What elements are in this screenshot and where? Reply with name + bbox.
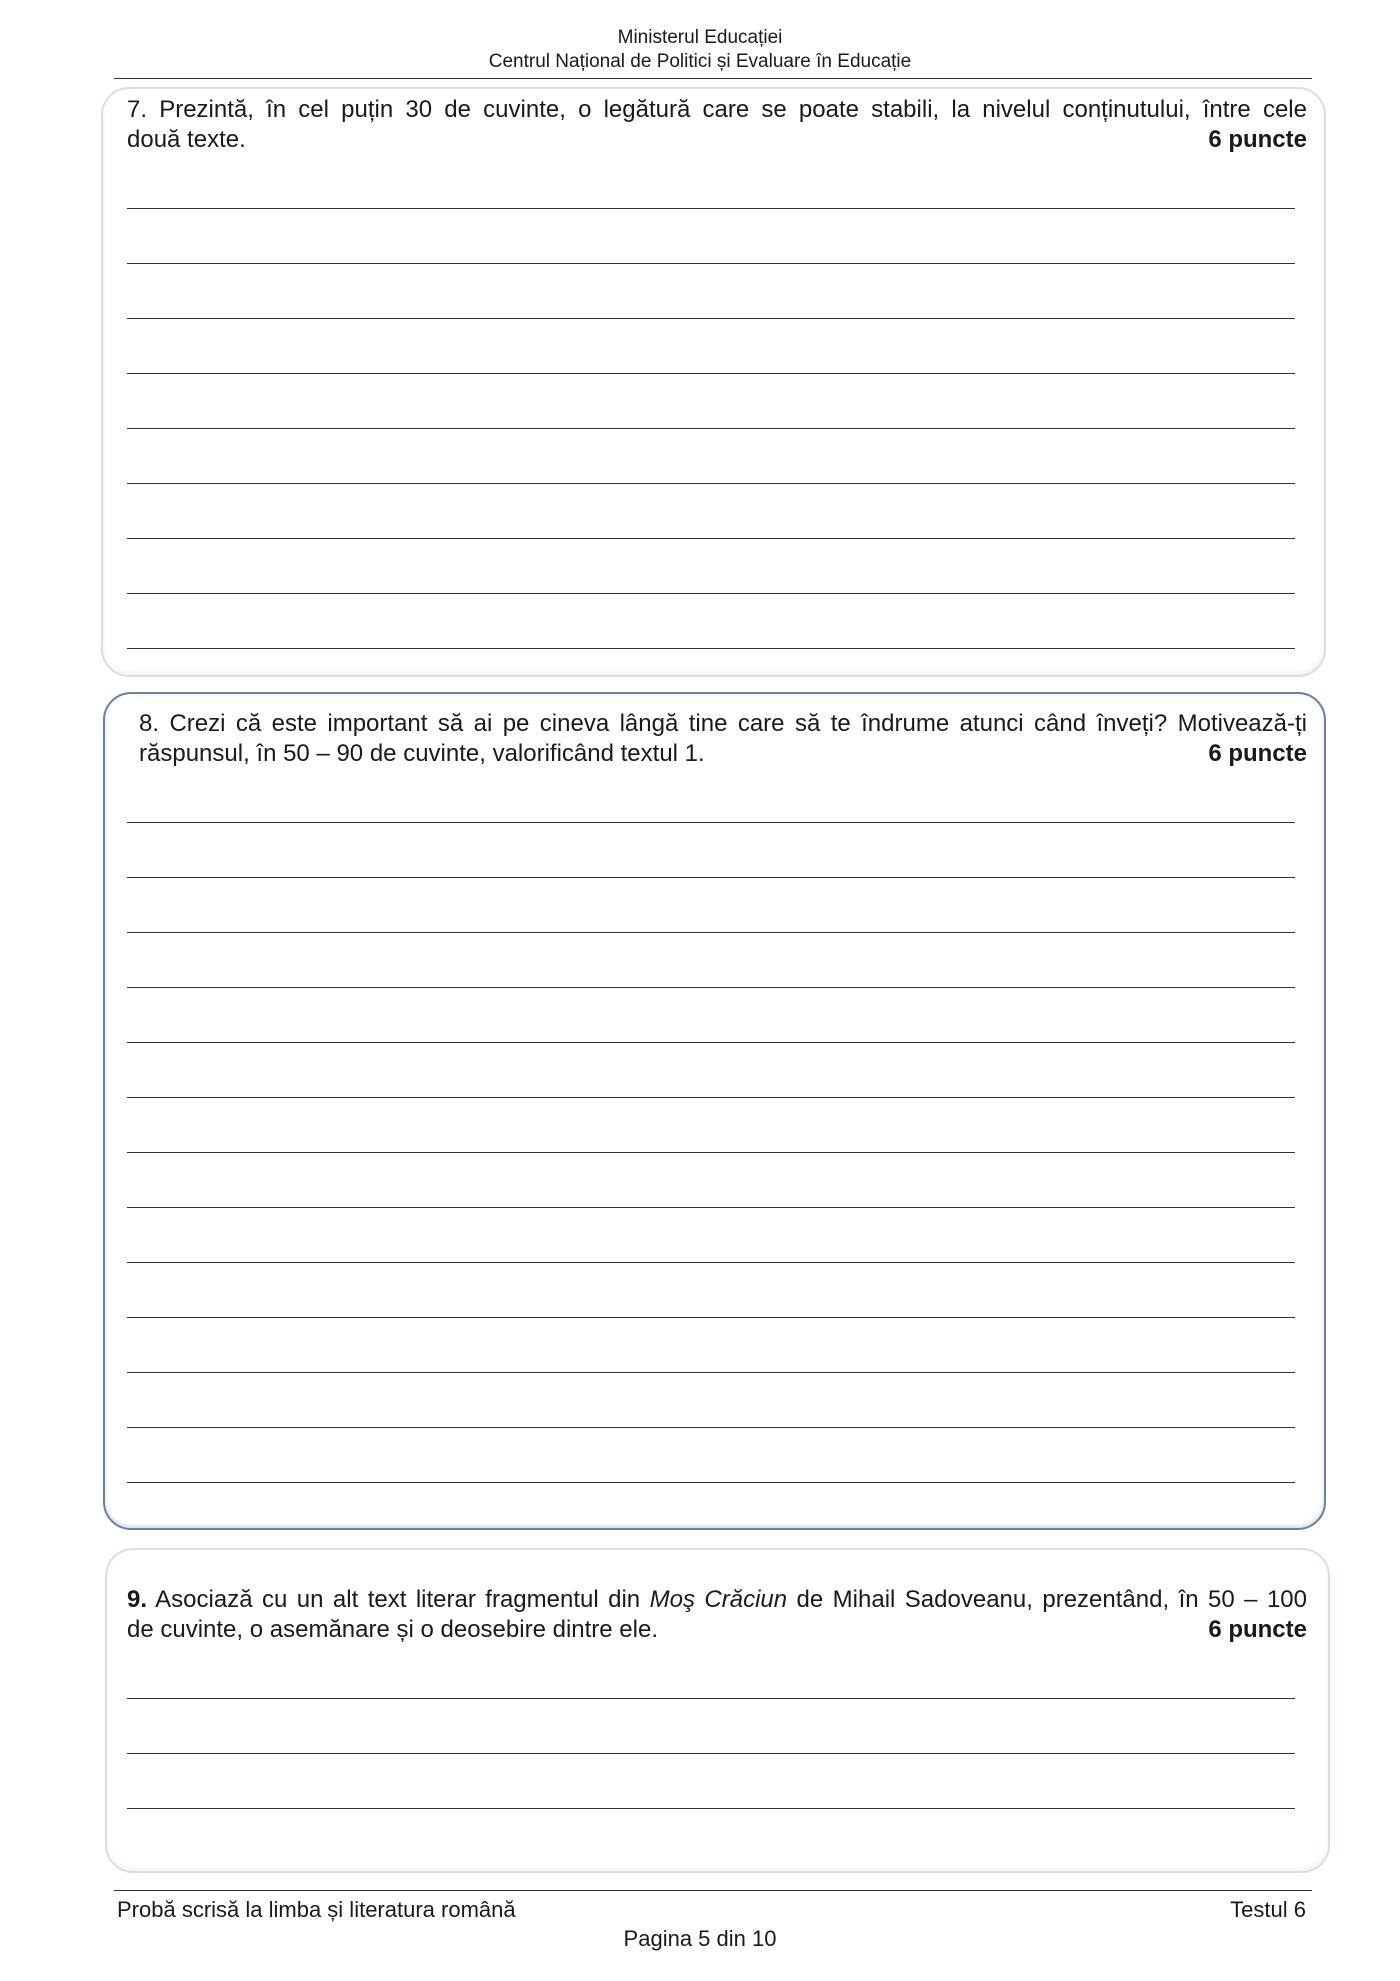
answer-line[interactable]	[127, 1042, 1295, 1043]
answer-line[interactable]	[127, 208, 1295, 209]
question-7-box	[101, 87, 1326, 677]
question-7-prompt-line1: Prezintă, în cel puțin 30 de cuvinte, o legătură care se poate stabili, la nivelul conținutului, între cele	[159, 96, 1307, 123]
question-8-points: 6 puncte	[1208, 740, 1307, 767]
answer-line[interactable]	[127, 1698, 1295, 1699]
answer-line[interactable]	[127, 1427, 1295, 1428]
question-9-prompt-end: de Mihail Sadoveanu, prezentând, în 50 – 100	[787, 1586, 1307, 1613]
page-header	[0, 26, 1400, 74]
answer-line[interactable]	[127, 373, 1295, 374]
question-8-prompt-line2: răspunsul, în 50 – 90 de cuvinte, valorificând textul 1.	[139, 740, 705, 767]
question-9-text	[127, 1585, 1307, 1645]
question-8-text	[139, 709, 1307, 769]
footer-test-number: Testul 6	[1230, 1897, 1306, 1922]
answer-line[interactable]	[127, 987, 1295, 988]
question-7-number: 7.	[127, 96, 148, 123]
answer-line[interactable]	[127, 1808, 1295, 1809]
answer-line[interactable]	[127, 1753, 1295, 1754]
question-8-box	[103, 692, 1326, 1530]
answer-line[interactable]	[127, 932, 1295, 933]
answer-line[interactable]	[127, 1482, 1295, 1483]
answer-line[interactable]	[127, 877, 1295, 878]
footer-exam-title: Probă scrisă la limba și literatura română	[117, 1897, 516, 1922]
answer-line[interactable]	[127, 538, 1295, 539]
answer-line[interactable]	[127, 1152, 1295, 1153]
question-7-points: 6 puncte	[1208, 126, 1307, 153]
question-7-prompt-line2: două texte.	[127, 126, 246, 153]
question-9-prompt-start: Asociază cu un alt text literar fragmentul din	[155, 1586, 650, 1613]
header-center: Centrul Național de Politici și Evaluare în Educație	[488, 51, 912, 72]
question-9-number: 9	[127, 1586, 141, 1613]
answer-line[interactable]	[127, 483, 1295, 484]
footer-divider	[114, 1890, 1312, 1891]
answer-line[interactable]	[127, 1207, 1295, 1208]
question-8-number: 8.	[139, 710, 160, 737]
answer-line[interactable]	[127, 1097, 1295, 1098]
answer-line[interactable]	[127, 428, 1295, 429]
answer-line[interactable]	[127, 263, 1295, 264]
question-9-prompt-line2: de cuvinte, o asemănare și o deosebire dintre ele.	[127, 1616, 658, 1643]
answer-line[interactable]	[127, 648, 1295, 649]
answer-line[interactable]	[127, 593, 1295, 594]
question-9-number-dot: .	[140, 1586, 148, 1613]
header-ministry: Ministerul Educației	[617, 27, 783, 48]
question-7-text	[127, 95, 1307, 155]
page-number: Pagina 5 din 10	[623, 1926, 777, 1951]
question-9-points: 6 puncte	[1208, 1616, 1307, 1643]
answer-line[interactable]	[127, 1262, 1295, 1263]
answer-line[interactable]	[127, 822, 1295, 823]
answer-line[interactable]	[127, 318, 1295, 319]
question-9-work-title: Moş Crăciun	[649, 1586, 788, 1613]
answer-line[interactable]	[127, 1372, 1295, 1373]
header-divider	[114, 78, 1312, 79]
answer-line[interactable]	[127, 1317, 1295, 1318]
question-8-prompt-line1: Crezi că este important să ai pe cineva lângă tine care să te îndrume atunci când înveți? Motivează-ți	[169, 710, 1307, 737]
